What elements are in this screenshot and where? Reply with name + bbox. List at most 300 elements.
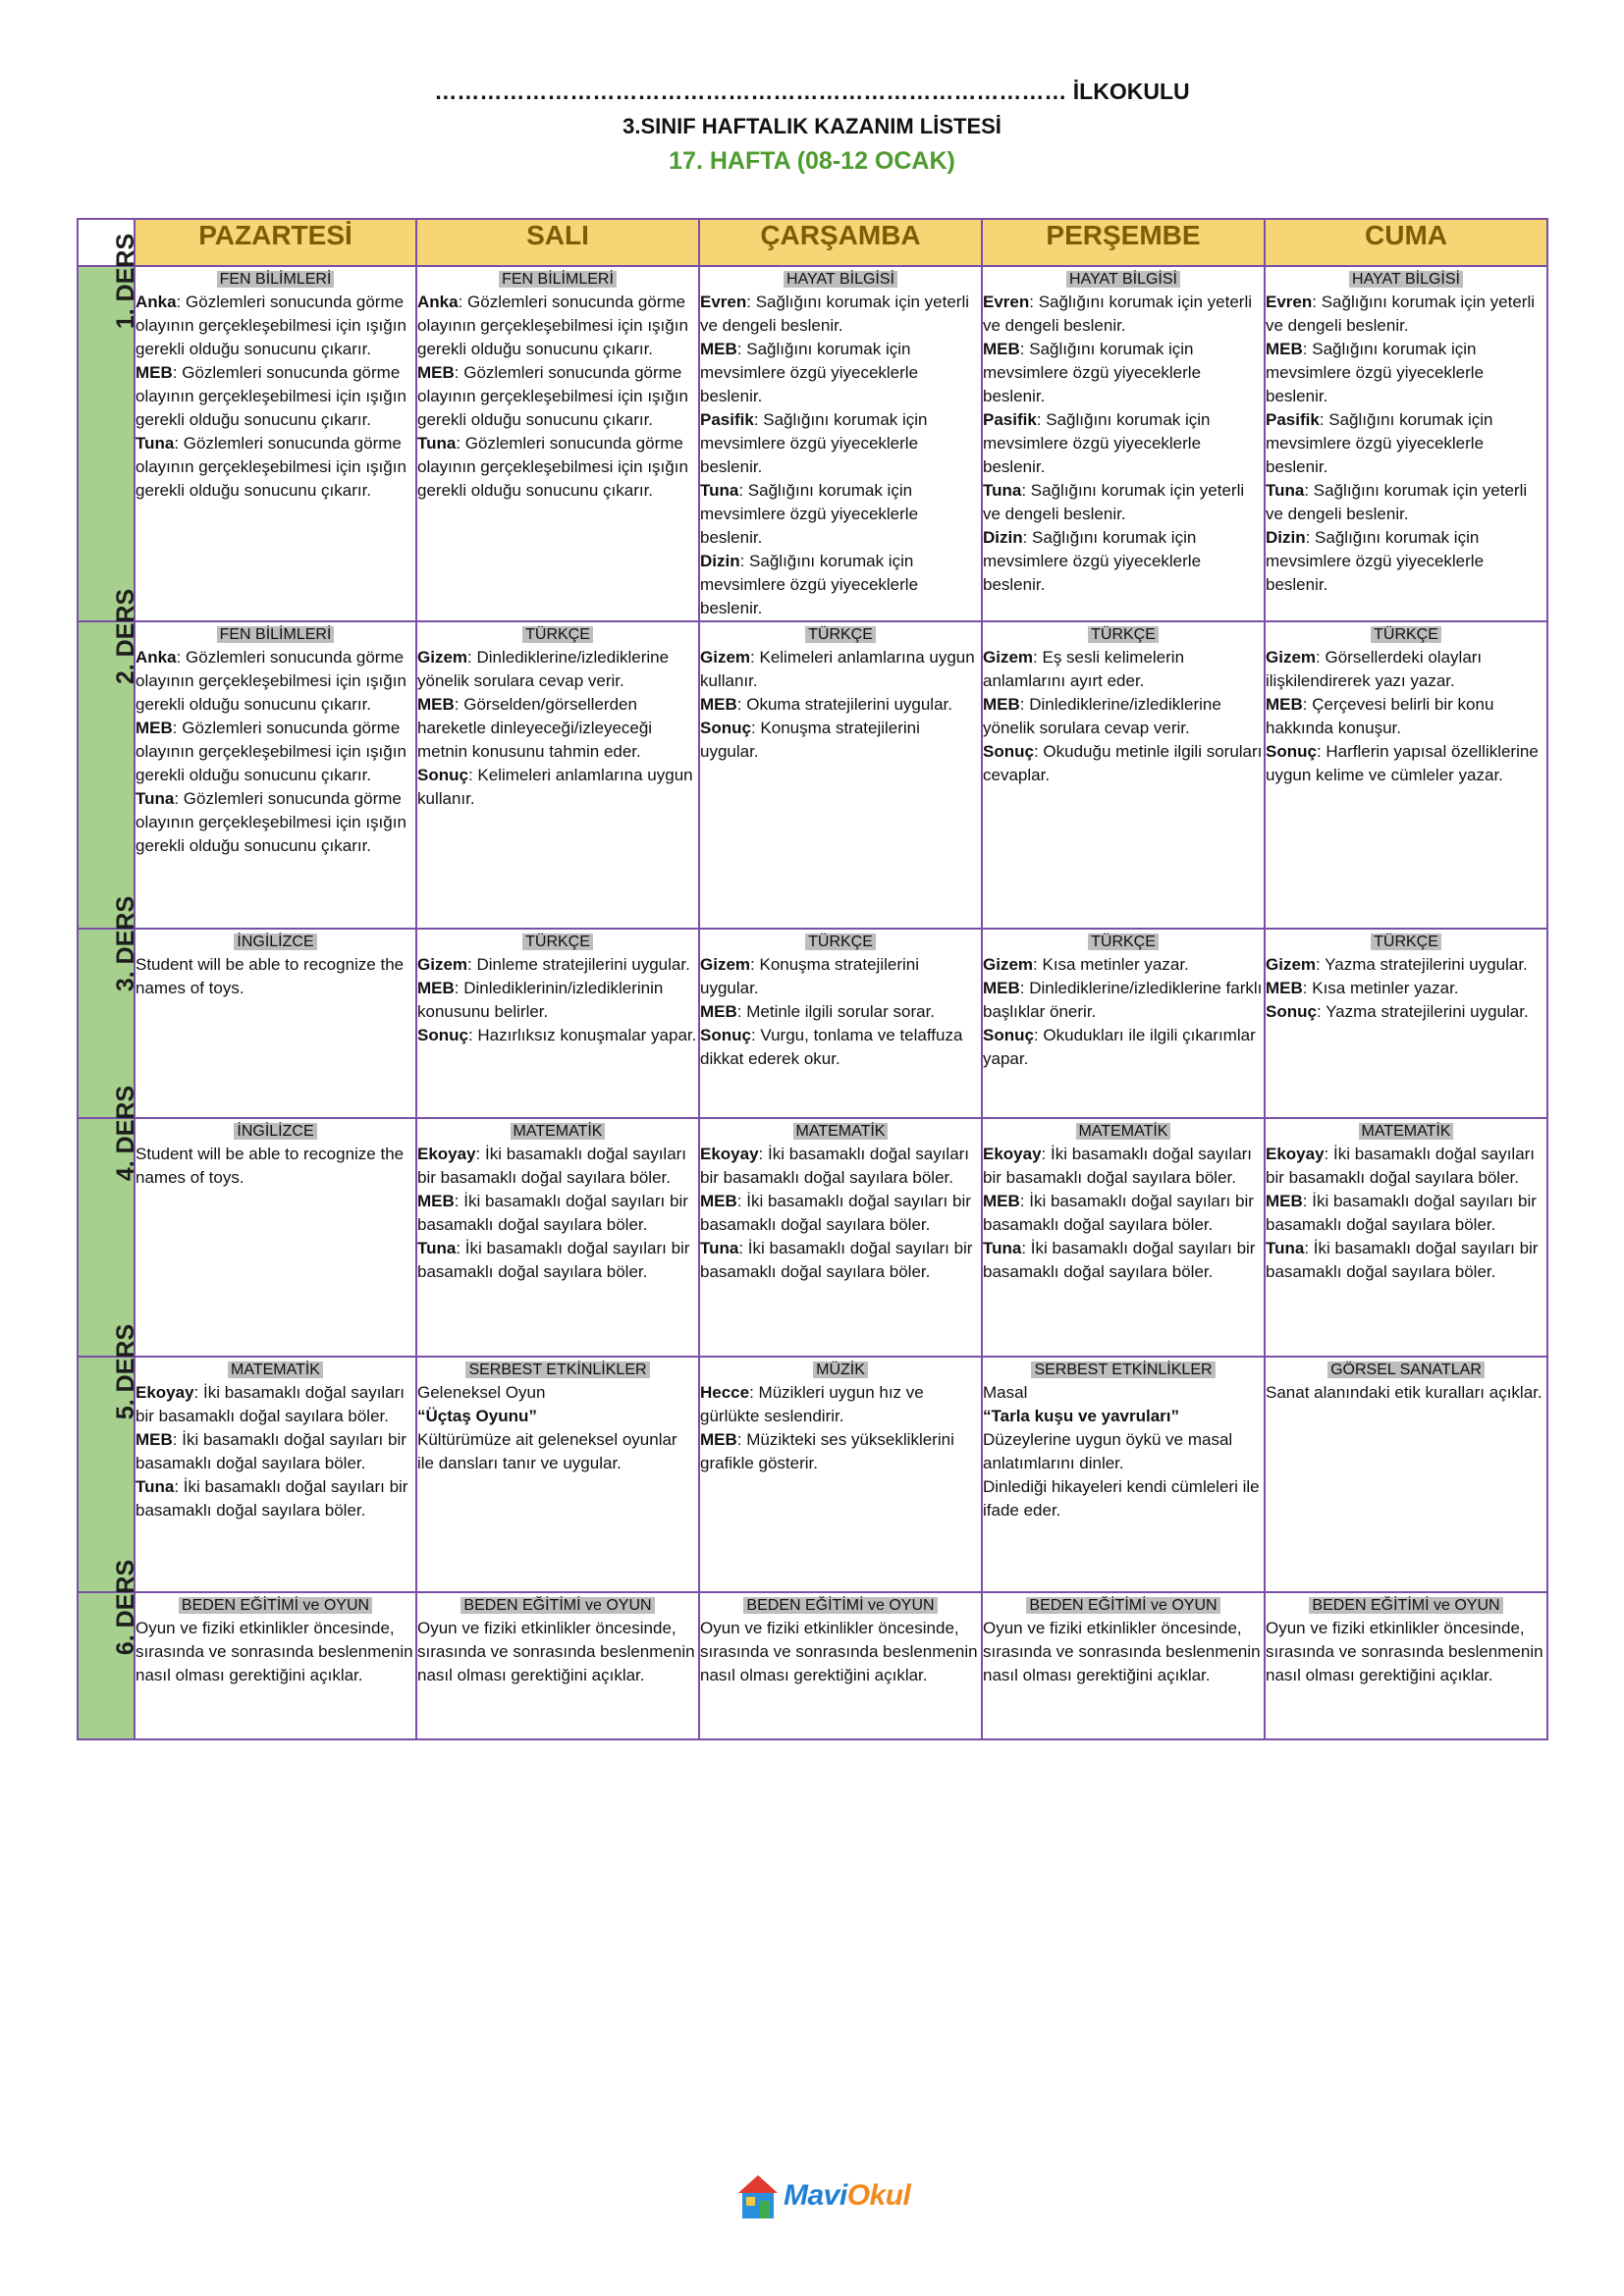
objective-line: [135, 646, 415, 717]
subject-label: TÜRKÇE: [1088, 626, 1159, 643]
logo-text-okul: Okul: [846, 2179, 911, 2212]
objective-source: Sonuç: [1266, 742, 1317, 761]
objective-text: : Gözlemleri sonucunda görme olayının gerçekleşebilmesi için ışığın gerekli olduğu sonucunu çıkarır.: [135, 363, 406, 429]
objective-source: MEB: [417, 979, 455, 997]
objective-line: [700, 338, 981, 408]
subject-heading: [417, 267, 698, 291]
objective-source: Ekoyay: [417, 1145, 476, 1163]
subject-label: SERBEST ETKİNLİKLER: [1031, 1362, 1215, 1378]
objective-line: [417, 1405, 698, 1428]
objective-source: Pasifik: [1266, 410, 1320, 429]
objective-line: [983, 977, 1264, 1024]
objective-source: Pasifik: [983, 410, 1037, 429]
objective-text: : İki basamaklı doğal sayıları bir basamaklı doğal sayılara böler.: [417, 1145, 687, 1187]
objective-text: : Müzikleri uygun hız ve gürlükte seslendirir.: [700, 1383, 924, 1425]
objective-text: : Kısa metinler yazar.: [1033, 955, 1189, 974]
objective-text: : Gözlemleri sonucunda görme olayının gerçekleşebilmesi için ışığın gerekli olduğu sonucunu çıkarır.: [417, 293, 688, 358]
objective-text: : İki basamaklı doğal sayıları bir basamaklı doğal sayılara böler.: [983, 1239, 1256, 1281]
weekly-plan-table: [77, 218, 1548, 1740]
objective-source: Dizin: [700, 552, 740, 570]
objective-text: : Kelimeleri anlamlarına uygun kullanır.: [417, 766, 693, 808]
objective-source: Evren: [700, 293, 747, 311]
objective-source: Dizin: [1266, 528, 1306, 547]
objective-text: : Konuşma stratejilerini uygular.: [700, 719, 920, 761]
objective-text: : Metinle ilgili sorular sorar.: [736, 1002, 936, 1021]
objective-source: Gizem: [417, 648, 468, 667]
subject-label: TÜRKÇE: [1088, 934, 1159, 950]
objective-source: Tuna: [417, 434, 457, 453]
objective-source: Ekoyay: [700, 1145, 759, 1163]
objective-text: : Görselden/görsellerden hareketle dinleyeceği/izleyeceği metnin konusunu tahmin eder.: [417, 695, 653, 761]
objective-text: : Dinlediklerine/izlediklerine yönelik sorulara cevap verir.: [983, 695, 1221, 737]
objective-source: Hecce: [700, 1383, 750, 1402]
objective-text: : Sağlığını korumak için yeterli ve dengeli beslenir.: [700, 293, 970, 335]
lesson-row: [78, 929, 1547, 1118]
objective-line: [983, 526, 1264, 597]
objective-line: [983, 1143, 1264, 1190]
lesson-cell: [135, 1118, 416, 1357]
lesson-cell: [1265, 266, 1547, 621]
lesson-cell: [1265, 1357, 1547, 1592]
objective-line: [1266, 479, 1546, 526]
objective-source: Ekoyay: [135, 1383, 194, 1402]
objective-line: [417, 977, 698, 1024]
lesson-row: [78, 266, 1547, 621]
subject-label: TÜRKÇE: [1371, 934, 1441, 950]
objective-text: : Sağlığını korumak için mevsimlere özgü yiyeceklerle beslenir.: [983, 410, 1211, 476]
objective-source: Gizem: [983, 955, 1034, 974]
lesson-cell: [699, 621, 982, 929]
subject-heading: [1266, 267, 1546, 291]
objective-source: Tuna: [983, 1239, 1022, 1257]
day-header: SALI: [416, 219, 699, 266]
objective-text: Oyun ve fiziki etkinlikler öncesinde, sırasında ve sonrasında beslenmenin nasıl olması gerektiğini açıklar.: [135, 1619, 413, 1684]
lesson-cell: [982, 266, 1265, 621]
subject-label: GÖRSEL SANATLAR: [1327, 1362, 1485, 1378]
subject-heading: [700, 1358, 981, 1381]
lesson-cell: [1265, 1118, 1547, 1357]
list-title: 3.SINIF HAFTALIK KAZANIM LİSTESİ: [623, 114, 1001, 138]
objective-line: [135, 1617, 415, 1687]
subject-heading: [983, 930, 1264, 953]
objective-text: : Okuma stratejilerini uygular.: [736, 695, 952, 714]
objective-line: [700, 693, 981, 717]
lesson-cell: [135, 1357, 416, 1592]
objective-source: Gizem: [1266, 648, 1317, 667]
house-icon: [736, 2173, 780, 2220]
objective-source: Anka: [135, 293, 177, 311]
lesson-cell: [416, 266, 699, 621]
subject-label: HAYAT BİLGİSİ: [784, 271, 897, 288]
lesson-cell: [416, 1357, 699, 1592]
subject-heading: [417, 930, 698, 953]
lesson-row: [78, 1118, 1547, 1357]
objective-line: [1266, 977, 1546, 1000]
objective-line: [700, 1381, 981, 1428]
school-name: ………………………………………………………………………… İLKOKULU: [434, 79, 1190, 104]
objective-line: [1266, 291, 1546, 338]
lesson-row: [78, 1357, 1547, 1592]
objective-text: : Görsellerdeki olayları ilişkilendirerek yazı yazar.: [1266, 648, 1483, 690]
objective-text: Dinlediği hikayeleri kendi cümleleri ile ifade eder.: [983, 1477, 1260, 1520]
subject-heading: [983, 267, 1264, 291]
lesson-cell: [416, 929, 699, 1118]
objective-line: [1266, 1381, 1546, 1405]
objective-text: Student will be able to recognize the names of toys.: [135, 1145, 405, 1187]
objective-text: Masal: [983, 1383, 1028, 1402]
lesson-cell: [699, 1592, 982, 1739]
objective-line: [983, 1428, 1264, 1475]
objective-line: [983, 1617, 1264, 1687]
subject-heading: [417, 1593, 698, 1617]
lesson-label: 5. DERS: [112, 1323, 140, 1420]
subject-heading: [700, 622, 981, 646]
objective-source: Sonuç: [417, 1026, 468, 1044]
objective-text: : Kısa metinler yazar.: [1302, 979, 1459, 997]
objective-line: [983, 338, 1264, 408]
subject-heading: [700, 267, 981, 291]
objective-source: Gizem: [1266, 955, 1317, 974]
objective-text: : Hazırlıksız konuşmalar yapar.: [467, 1026, 697, 1044]
objective-text: Kültürümüze ait geleneksel oyunlar ile dansları tanır ve uygular.: [417, 1430, 677, 1472]
subject-label: İNGİLİZCE: [234, 1123, 316, 1140]
objective-line: [983, 408, 1264, 479]
objective-source: Evren: [1266, 293, 1313, 311]
objective-text: : Sağlığını korumak için mevsimlere özgü yiyeceklerle beslenir.: [700, 481, 919, 547]
objective-line: [135, 432, 415, 503]
objective-line: [135, 1428, 415, 1475]
objective-line: [135, 1381, 415, 1428]
objective-line: [983, 1190, 1264, 1237]
lesson-cell: [699, 1118, 982, 1357]
subject-heading: [1266, 930, 1546, 953]
subject-label: FEN BİLİMLERİ: [217, 626, 335, 643]
objective-line: [135, 1143, 415, 1190]
objective-line: [1266, 1617, 1546, 1687]
objective-text: : İki basamaklı doğal sayıları bir basamaklı doğal sayılara böler.: [135, 1383, 406, 1425]
objective-text: : Okuduğu metinle ilgili soruları cevaplar.: [983, 742, 1263, 784]
objective-line: [135, 1475, 415, 1522]
objective-text: : İki basamaklı doğal sayıları bir basamaklı doğal sayılara böler.: [1266, 1145, 1536, 1187]
subject-heading: [135, 1119, 415, 1143]
objective-line: [983, 1405, 1264, 1428]
objective-source: MEB: [983, 695, 1020, 714]
objective-line: [1266, 338, 1546, 408]
objective-line: [700, 1237, 981, 1284]
objective-line: [700, 1000, 981, 1024]
subject-label: BEDEN EĞİTİMİ ve OYUN: [743, 1597, 937, 1614]
lesson-label-cell: [78, 588, 140, 929]
subject-label: BEDEN EĞİTİMİ ve OYUN: [179, 1597, 372, 1614]
objective-source: MEB: [1266, 340, 1303, 358]
objective-text: Geleneksel Oyun: [417, 1383, 546, 1402]
objective-line: [417, 646, 698, 693]
lesson-cell: [1265, 1592, 1547, 1739]
objective-line: [700, 1190, 981, 1237]
objective-source: Tuna: [700, 1239, 739, 1257]
lesson-cell: [135, 621, 416, 929]
objective-line: [135, 787, 415, 858]
objective-text: : Gözlemleri sonucunda görme olayının gerçekleşebilmesi için ışığın gerekli olduğu sonucunu çıkarır.: [417, 363, 688, 429]
objective-line: [417, 361, 698, 432]
objective-line: [417, 953, 698, 977]
lesson-label: 2. DERS: [112, 588, 140, 685]
objective-text: : Okudukları ile ilgili çıkarımlar yapar.: [983, 1026, 1256, 1068]
objective-source: Gizem: [983, 648, 1034, 667]
objective-text: Oyun ve fiziki etkinlikler öncesinde, sırasında ve sonrasında beslenmenin nasıl olması gerektiğini açıklar.: [983, 1619, 1261, 1684]
objective-text: : Sağlığını korumak için mevsimlere özgü yiyeceklerle beslenir.: [1266, 528, 1485, 594]
objective-text: : Gözlemleri sonucunda görme olayının gerçekleşebilmesi için ışığın gerekli olduğu sonucunu çıkarır.: [135, 789, 406, 855]
lesson-cell: [1265, 621, 1547, 929]
objective-text: : İki basamaklı doğal sayıları bir basamaklı doğal sayılara böler.: [983, 1192, 1254, 1234]
objective-text: : Vurgu, tonlama ve telaffuza dikkat ederek okur.: [700, 1026, 963, 1068]
lesson-cell: [416, 1592, 699, 1739]
objective-source: MEB: [135, 719, 173, 737]
objective-source: MEB: [983, 340, 1020, 358]
objective-text: : Gözlemleri sonucunda görme olayının gerçekleşebilmesi için ışığın gerekli olduğu sonucunu çıkarır.: [135, 648, 406, 714]
objective-line: [983, 740, 1264, 787]
objective-line: [983, 1381, 1264, 1405]
objective-text: : Dinleme stratejilerini uygular.: [467, 955, 690, 974]
subject-label: FEN BİLİMLERİ: [217, 271, 335, 288]
day-header: PERŞEMBE: [982, 219, 1265, 266]
subject-heading: [135, 1593, 415, 1617]
objective-source: MEB: [135, 1430, 173, 1449]
subject-heading: [135, 930, 415, 953]
objective-text: : Dinlediklerine/izlediklerine farklı başlıklar önerir.: [983, 979, 1263, 1021]
objective-line: [983, 291, 1264, 338]
objective-line: [700, 1617, 981, 1687]
objective-text: Oyun ve fiziki etkinlikler öncesinde, sırasında ve sonrasında beslenmenin nasıl olması gerektiğini açıklar.: [700, 1619, 978, 1684]
objective-text: : Harflerin yapısal özelliklerine uygun kelime ve cümleler yazar.: [1266, 742, 1539, 784]
objective-source: Tuna: [135, 1477, 175, 1496]
subject-label: FEN BİLİMLERİ: [499, 271, 617, 288]
day-header: CUMA: [1265, 219, 1547, 266]
objective-text: : İki basamaklı doğal sayıları bir basamaklı doğal sayılara böler.: [417, 1192, 688, 1234]
objective-source: Tuna: [1266, 481, 1305, 500]
objective-line: [700, 1024, 981, 1071]
subject-heading: [983, 1119, 1264, 1143]
subject-label: HAYAT BİLGİSİ: [1066, 271, 1180, 288]
objective-source: Dizin: [983, 528, 1023, 547]
subject-heading: [1266, 1119, 1546, 1143]
subject-label: TÜRKÇE: [805, 626, 876, 643]
objective-source: Anka: [135, 648, 177, 667]
objective-source: MEB: [700, 1430, 737, 1449]
objective-line: [700, 550, 981, 620]
objective-line: [983, 693, 1264, 740]
maviokul-logo: [736, 2167, 911, 2226]
objective-text: : Gözlemleri sonucunda görme olayının gerçekleşebilmesi için ışığın gerekli olduğu sonucunu çıkarır.: [135, 293, 406, 358]
objective-source: MEB: [135, 363, 173, 382]
objective-text: : İki basamaklı doğal sayıları bir basamaklı doğal sayılara böler.: [417, 1239, 690, 1281]
objective-source: Sonuç: [983, 742, 1034, 761]
objective-source: Ekoyay: [983, 1145, 1042, 1163]
lesson-cell: [982, 1118, 1265, 1357]
objective-source: Tuna: [135, 434, 175, 453]
objective-text: : Sağlığını korumak için mevsimlere özgü yiyeceklerle beslenir.: [1266, 340, 1485, 405]
objective-text: : Sağlığını korumak için mevsimlere özgü yiyeceklerle beslenir.: [700, 340, 919, 405]
subject-label: BEDEN EĞİTİMİ ve OYUN: [1309, 1597, 1502, 1614]
subject-label: MATEMATİK: [1076, 1123, 1171, 1140]
objective-text: Düzeylerine uygun öykü ve masal anlatımlarını dinler.: [983, 1430, 1233, 1472]
objective-source: Gizem: [417, 955, 468, 974]
objective-line: [417, 1428, 698, 1475]
objective-text: : Sağlığını korumak için mevsimlere özgü yiyeceklerle beslenir.: [983, 340, 1202, 405]
subject-heading: [700, 930, 981, 953]
day-header: PAZARTESİ: [135, 219, 416, 266]
subject-label: HAYAT BİLGİSİ: [1349, 271, 1463, 288]
lesson-label: 4. DERS: [112, 1085, 140, 1182]
objective-text: : İki basamaklı doğal sayıları bir basamaklı doğal sayılara böler.: [1266, 1239, 1539, 1281]
objective-text: : Kelimeleri anlamlarına uygun kullanır.: [700, 648, 975, 690]
objective-source: Sonuç: [417, 766, 468, 784]
lesson-cell: [135, 266, 416, 621]
objective-text: : Sağlığını korumak için yeterli ve dengeli beslenir.: [983, 481, 1245, 523]
objective-source: MEB: [700, 1002, 737, 1021]
objective-source: Tuna: [417, 1239, 457, 1257]
objective-source: MEB: [1266, 979, 1303, 997]
lesson-cell: [416, 621, 699, 929]
objective-line: [417, 1381, 698, 1405]
logo-text: [784, 2179, 910, 2213]
objective-text: Student will be able to recognize the names of toys.: [135, 955, 405, 997]
objective-source: MEB: [700, 1192, 737, 1210]
subject-heading: [700, 1593, 981, 1617]
objective-line: [983, 953, 1264, 977]
objective-line: [417, 432, 698, 503]
objective-text: : Dinlediklerine/izlediklerine yönelik sorulara cevap verir.: [417, 648, 670, 690]
lesson-label-cell: [78, 233, 140, 621]
lesson-cell: [416, 1118, 699, 1357]
objective-source: Sonuç: [700, 719, 751, 737]
objective-text: : Sağlığını korumak için mevsimlere özgü yiyeceklerle beslenir.: [700, 552, 919, 617]
objective-line: [1266, 408, 1546, 479]
objective-text: Sanat alanındaki etik kuralları açıklar.: [1266, 1383, 1543, 1402]
objective-line: [1266, 1000, 1546, 1024]
objective-text: : İki basamaklı doğal sayıları bir basamaklı doğal sayılara böler.: [700, 1192, 971, 1234]
objective-line: [417, 1024, 698, 1047]
objective-line: [983, 479, 1264, 526]
week-title: 17. HAFTA (08-12 OCAK): [669, 147, 955, 175]
objective-line: [417, 764, 698, 811]
subject-label: TÜRKÇE: [522, 626, 593, 643]
objective-source: Tuna: [1266, 1239, 1305, 1257]
lesson-label: 1. DERS: [112, 233, 140, 330]
subject-label: MATEMATİK: [228, 1362, 323, 1378]
subject-heading: [135, 622, 415, 646]
objective-text: : Konuşma stratejilerini uygular.: [700, 955, 919, 997]
subject-label: İNGİLİZCE: [234, 934, 316, 950]
objective-source: Tuna: [700, 481, 739, 500]
objective-source: Anka: [417, 293, 459, 311]
subject-heading: [983, 622, 1264, 646]
subject-label: BEDEN EĞİTİMİ ve OYUN: [1026, 1597, 1219, 1614]
objective-source: Tuna: [983, 481, 1022, 500]
objective-text: : Sağlığını korumak için mevsimlere özgü yiyeceklerle beslenir.: [1266, 410, 1493, 476]
objective-line: [983, 1475, 1264, 1522]
lesson-cell: [1265, 929, 1547, 1118]
objective-line: [135, 361, 415, 432]
objective-source: Gizem: [700, 955, 751, 974]
subject-label: MÜZİK: [813, 1362, 868, 1378]
objective-line: [700, 1428, 981, 1475]
lesson-cell: [699, 1357, 982, 1592]
objective-line: [983, 1237, 1264, 1284]
objective-line: [1266, 1143, 1546, 1190]
objective-text: : Sağlığını korumak için yeterli ve dengeli beslenir.: [1266, 293, 1536, 335]
objective-source: MEB: [983, 979, 1020, 997]
objective-source: Pasifik: [700, 410, 754, 429]
subject-heading: [983, 1593, 1264, 1617]
objective-text: : Çerçevesi belirli bir konu hakkında konuşur.: [1266, 695, 1494, 737]
objective-text: : Sağlığını korumak için mevsimlere özgü yiyeceklerle beslenir.: [700, 410, 928, 476]
objective-source: Ekoyay: [1266, 1145, 1325, 1163]
subject-label: SERBEST ETKİNLİKLER: [465, 1362, 649, 1378]
lesson-label-cell: [78, 1559, 140, 1739]
objective-source: “Tarla kuşu ve yavruları”: [983, 1407, 1180, 1425]
objective-source: MEB: [1266, 695, 1303, 714]
objective-line: [983, 1024, 1264, 1071]
objective-source: Gizem: [700, 648, 751, 667]
subject-heading: [135, 267, 415, 291]
lesson-cell: [699, 266, 982, 621]
lesson-cell: [135, 929, 416, 1118]
lesson-cell: [982, 1592, 1265, 1739]
objective-source: MEB: [417, 695, 455, 714]
objective-text: : İki basamaklı doğal sayıları bir basamaklı doğal sayılara böler.: [700, 1239, 973, 1281]
objective-source: MEB: [700, 695, 737, 714]
objective-line: [1266, 526, 1546, 597]
objective-line: [1266, 693, 1546, 740]
lesson-row: [78, 1592, 1547, 1739]
objective-line: [700, 291, 981, 338]
objective-line: [700, 408, 981, 479]
objective-line: [1266, 646, 1546, 693]
objective-line: [417, 1237, 698, 1284]
lesson-label: 6. DERS: [112, 1559, 140, 1656]
objective-text: : İki basamaklı doğal sayıları bir basamaklı doğal sayılara böler.: [1266, 1192, 1537, 1234]
logo-text-mavi: Mavi: [784, 2179, 847, 2212]
objective-text: : İki basamaklı doğal sayıları bir basamaklı doğal sayılara böler.: [983, 1145, 1253, 1187]
subject-label: MATEMATİK: [793, 1123, 889, 1140]
subject-heading: [983, 1358, 1264, 1381]
subject-label: TÜRKÇE: [1371, 626, 1441, 643]
objective-source: Evren: [983, 293, 1030, 311]
objective-source: Tuna: [135, 789, 175, 808]
objective-line: [135, 953, 415, 1000]
objective-line: [417, 1143, 698, 1190]
subject-heading: [1266, 622, 1546, 646]
subject-heading: [1266, 1358, 1546, 1381]
objective-source: MEB: [417, 1192, 455, 1210]
subject-heading: [417, 622, 698, 646]
day-header: ÇARŞAMBA: [699, 219, 982, 266]
objective-line: [417, 693, 698, 764]
objective-line: [417, 1617, 698, 1687]
objective-source: Sonuç: [700, 1026, 751, 1044]
objective-source: MEB: [983, 1192, 1020, 1210]
subject-heading: [1266, 1593, 1546, 1617]
objective-text: Oyun ve fiziki etkinlikler öncesinde, sırasında ve sonrasında beslenmenin nasıl olması gerektiğini açıklar.: [1266, 1619, 1543, 1684]
lesson-label-cell: [78, 1323, 140, 1592]
objective-source: Sonuç: [1266, 1002, 1317, 1021]
objective-line: [1266, 740, 1546, 787]
subject-heading: [417, 1119, 698, 1143]
objective-source: MEB: [700, 340, 737, 358]
objective-text: : Sağlığını korumak için yeterli ve dengeli beslenir.: [983, 293, 1253, 335]
objective-line: [1266, 953, 1546, 977]
